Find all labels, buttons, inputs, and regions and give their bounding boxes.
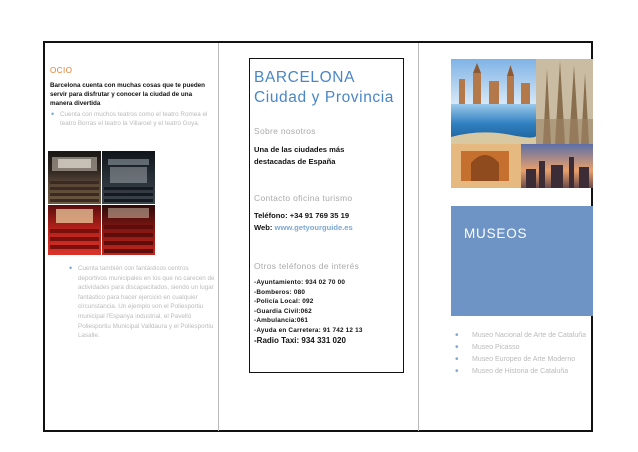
- title-line-1: BARCELONA: [254, 69, 356, 86]
- list-item: • Museo Europeo de Arte Moderno: [452, 354, 592, 366]
- contact-label: Contacto oficina turismo: [254, 193, 353, 203]
- red-auditorium-image: [102, 205, 155, 255]
- theater-stage-image: [102, 151, 155, 204]
- web-label: Web:: [254, 223, 273, 232]
- phone-item: -Ambulancia:061: [254, 317, 309, 325]
- museums-panel: [452, 330, 592, 378]
- theater-hall-image: [48, 151, 101, 204]
- red-theater-seats-image: [48, 205, 101, 255]
- phone-item: -Policía Local: 092: [254, 298, 314, 306]
- sports-panel: [66, 264, 216, 341]
- ocio-bullet-list: [48, 110, 214, 128]
- barcelona-landmarks-collage-image: [451, 59, 593, 188]
- phone-item: -Guardia Civil:062: [254, 307, 312, 315]
- page-title: [254, 68, 394, 108]
- list-item: • Cuenta también con fantásticos centros deportivos municipales en los que no carecen de actividades para discapacitados, siendo un lugar fantástico para hacer ejercicio en cualquier circunstancia. Un ejemplo son el Poliesportiu municipal l'Espanya industrial, el Pavelló Poliesportiu Municipal Valldaura y el Poliesportiu Lasalle.: [66, 264, 216, 341]
- museos-banner: [451, 206, 593, 316]
- web-link[interactable]: www.getyourguide.es: [274, 223, 353, 232]
- list-item: • Cuenta con muchos teatros como el teatro Romea el teatro Borras el teatro la Villaroel y el teatro Goya.: [48, 110, 214, 128]
- fold-line-left: [218, 43, 219, 431]
- title-line-2: Ciudad y Provincia: [254, 89, 395, 106]
- ocio-title: OCIO: [50, 66, 73, 75]
- museos-label: MUSEOS: [464, 226, 528, 241]
- phones-list: [254, 278, 404, 345]
- phone-item: -Ayuda en Carretera: 91 742 12 13: [254, 326, 363, 334]
- fold-line-right: [418, 43, 419, 431]
- sports-bullet-list: [66, 264, 216, 341]
- phone-number: Teléfono: +34 91 769 35 19: [254, 211, 350, 220]
- about-line-2: destacadas de España: [254, 157, 336, 166]
- about-label: Sobre nosotros: [254, 126, 316, 136]
- radio-taxi: -Radio Taxi: 934 331 020: [254, 335, 346, 345]
- web-line: [254, 222, 353, 234]
- ocio-intro: Barcelona cuenta con muchas cosas que te pueden servir para disfrutar y conocer la ciudad de una manera divertida: [50, 82, 206, 107]
- phone-item: -Ayuntamiento: 934 02 70 00: [254, 279, 346, 286]
- museums-list: [452, 330, 592, 378]
- phone-item: -Bomberos: 080: [254, 288, 306, 296]
- contact-info: [254, 210, 353, 234]
- other-phones-label: Otros teléfonos de interés: [254, 261, 360, 271]
- list-item: • Museo de Historia de Cataluña: [452, 366, 592, 378]
- list-item: • Museo Picasso: [452, 342, 592, 354]
- about-line-1: Una de las ciudades más: [254, 145, 345, 154]
- ocio-panel: [48, 66, 214, 128]
- list-item: • Museo Nacional de Arte de Cataluña: [452, 330, 592, 342]
- about-text: [254, 144, 344, 168]
